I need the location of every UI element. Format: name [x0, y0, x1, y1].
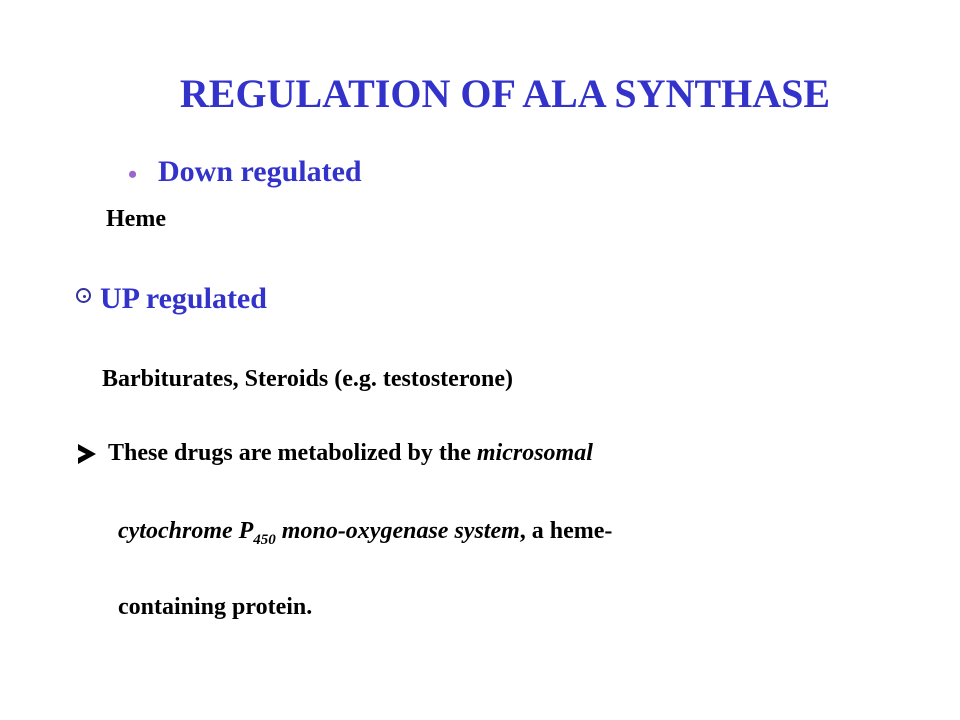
note-line-1-text: These drugs are metabolized by the — [108, 440, 477, 466]
note-line-2-italic-a: cytochrome P — [118, 518, 254, 544]
down-regulated-heading: Down regulated — [158, 155, 362, 188]
note-line-1 — [108, 440, 593, 467]
bullet-dot-icon: • — [128, 160, 138, 189]
up-regulated-heading: UP regulated — [100, 282, 267, 315]
note-line-2-subscript: 450 — [253, 532, 276, 548]
circle-bullet-icon — [76, 288, 91, 303]
note-line-1-italic: microsomal — [476, 440, 593, 466]
note-line-2-text: , a heme- — [519, 518, 613, 544]
arrow-bullet-icon — [78, 444, 96, 464]
note-line-2 — [118, 518, 612, 549]
down-regulated-item: Heme — [106, 206, 166, 232]
up-regulated-item: Barbiturates, Steroids (e.g. testosterone) — [102, 366, 514, 392]
slide-title: REGULATION OF ALA SYNTHASE — [179, 71, 831, 116]
note-line-2-italic-b: mono-oxygenase system — [275, 518, 520, 544]
note-line-3: containing protein. — [118, 594, 313, 620]
